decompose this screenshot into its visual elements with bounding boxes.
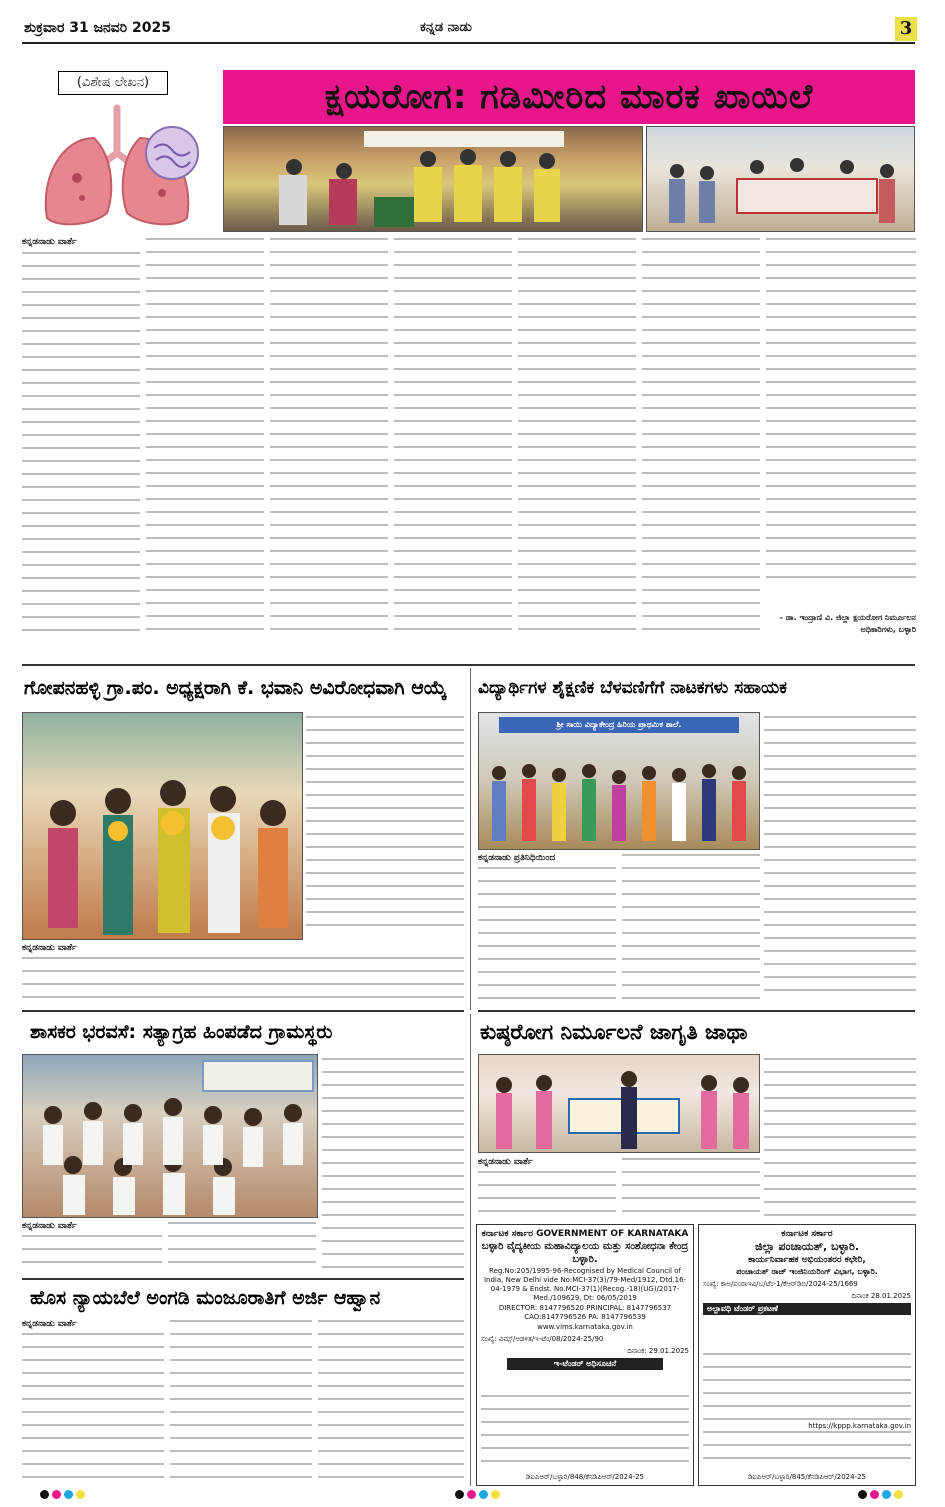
text-lines xyxy=(22,252,140,652)
notice-number: ಸಂಖ್ಯೆ: ಕಾಅ/ಪಂರಾಇವಿ/ಬ/ಟೆಂ-1/ಕೆಆರ್‌ಡಿಬಿ/2024-25/1669 xyxy=(703,1280,858,1288)
satyagraha-body-1 xyxy=(22,1220,162,1274)
feature-col-1 xyxy=(22,236,140,654)
text-lines xyxy=(22,957,464,1003)
lungs-illustration xyxy=(22,98,219,233)
story-headline: ವಿದ್ಯಾರ್ಥಿಗಳ ಶೈಕ್ಷಣಿಕ ಬೆಳವಣಿಗೆಗೆ ನಾಟಕಗಳು ಸಹಾಯಕ xyxy=(478,678,787,698)
section-label: (ವಿಶೇಷ ಲೇಖನ) xyxy=(58,71,168,95)
feature-col-5 xyxy=(518,236,636,654)
text-lines xyxy=(322,1240,464,1274)
story-headline: ಹೊಸ ನ್ಯಾಯಬೆಲೆ ಅಂಗಡಿ ಮಂಜೂರಾತಿಗೆ ಅರ್ಜಿ ಆಹ್ವಾನ xyxy=(30,1287,381,1309)
rally-scene xyxy=(647,127,915,232)
notice-title: ಬಳ್ಳಾರಿ ವೈದ್ಯಕೀಯ ಮಹಾವಿದ್ಯಾಲಯ ಮತ್ತು ಸಂಶೋಧನಾ ಕೇಂದ್ರ ಬಳ್ಳಾರಿ. xyxy=(481,1241,689,1265)
notice-contact: DIRECTOR: 8147796520 PRINCIPAL: 8147796537 CAO:8147796526 PA: 8147796539 xyxy=(498,1304,672,1321)
satyagraha-col-right xyxy=(322,1054,464,1236)
text-lines xyxy=(478,1171,616,1219)
text-lines xyxy=(146,238,264,652)
feature-col-7 xyxy=(766,236,916,654)
feature-col-6 xyxy=(642,236,760,654)
gopanahalli-col-right xyxy=(306,712,464,940)
text-lines xyxy=(22,1235,162,1273)
story-headline: ಗೋಪನಹಳ್ಳಿ ಗ್ರಾ.ಪಂ. ಅಧ್ಯಕ್ಷರಾಗಿ ಕೆ. ಭವಾನಿ ಅವಿರೋಧವಾಗಿ ಆಯ್ಕೆ xyxy=(24,677,447,699)
tender-notice-panchayat xyxy=(698,1224,916,1486)
ration-body-3 xyxy=(318,1318,464,1484)
section-divider xyxy=(22,1010,464,1012)
leprosy-body-2 xyxy=(622,1156,760,1220)
notice-gov: ಕರ್ನಾಟಕ ಸರ್ಕಾರ xyxy=(781,1229,833,1239)
text-lines xyxy=(764,716,916,1004)
notice-dept: ಕಾರ್ಯನಿರ್ವಾಹಕ ಅಭಿಯಂತರರ ಕಛೇರಿ, xyxy=(748,1255,866,1265)
ration-body-2 xyxy=(170,1318,312,1484)
registration-dot xyxy=(40,1490,49,1499)
text-lines xyxy=(703,1353,911,1463)
notice-footer: ಡಿಐಪಿಆರ್/ಬಳ್ಳಾರಿ/848/ಕೆನಡಿಪಿಆರ್/2024-25 xyxy=(525,1473,645,1481)
garland-scene xyxy=(23,713,303,940)
ration-byline: ಕನ್ನಡನಾಡು ವಾರ್ತೆ xyxy=(22,1319,77,1329)
text-lines xyxy=(394,238,512,652)
section-divider xyxy=(22,1278,464,1280)
notice-date: ದಿನಾಂಕ 28.01.2025 xyxy=(851,1292,911,1300)
text-lines xyxy=(306,716,464,938)
notice-web: https://kppp.karnataka.gov.in xyxy=(808,1422,911,1430)
section-divider xyxy=(22,664,915,666)
column-divider xyxy=(470,668,471,1010)
text-lines xyxy=(518,238,636,652)
feature-col-3 xyxy=(270,236,388,654)
text-lines xyxy=(478,867,616,1005)
notice-section: ಅಲ್ಪಾವಧಿ ಟೆಂಡರ್ ಪ್ರಕಟಣೆ xyxy=(703,1303,911,1315)
date-line: ಶುಕ್ರವಾರ 31 ಜನವರಿ 2025 xyxy=(24,20,171,36)
notice-reg: Reg.No:205/1995-96-Recognised by Medical Council of India, New Delhi vide No:MCI-37(3)/79-Med/1912, Dtd.16-04-1979 & Endst. No.MCI-37(1)(Recog.-18)(UG)/2017-Med./109629, Dt: 06/05/2019 xyxy=(483,1267,687,1302)
text-lines xyxy=(764,1058,916,1218)
notice-web: www.vims.karnataka.gov.in xyxy=(537,1323,633,1331)
awareness-scene xyxy=(479,1055,760,1153)
page-number: 3 xyxy=(895,17,917,41)
drama-body-2 xyxy=(622,852,760,1006)
ration-body-1 xyxy=(22,1318,164,1484)
registration-dot xyxy=(479,1490,488,1499)
leprosy-body-1 xyxy=(478,1156,616,1220)
column-divider xyxy=(470,1014,471,1486)
notice-footer: ಡಿಐಪಿಆರ್/ಬಳ್ಳಾರಿ/845/ಕೆನಡಿಪಿಆರ್/2024-25 xyxy=(747,1473,867,1481)
drama-body-1 xyxy=(478,852,616,1006)
text-lines xyxy=(270,238,388,652)
satyagraha-body-3 xyxy=(322,1238,464,1274)
notice-date: ದಿನಾಂಕ: 29.01.2025 xyxy=(627,1347,689,1355)
text-lines xyxy=(622,854,760,1004)
text-lines xyxy=(22,1333,164,1483)
registration-dot xyxy=(491,1490,500,1499)
registration-dot xyxy=(467,1490,476,1499)
text-lines xyxy=(318,1320,464,1482)
drama-byline: ಕನ್ನಡನಾಡು ಪ್ರತಿನಿಧಿಯಿಂದ xyxy=(478,853,556,863)
satyagraha-byline: ಕನ್ನಡನಾಡು ವಾರ್ತೆ xyxy=(22,1221,77,1231)
print-registration-marks xyxy=(0,1490,945,1502)
text-lines xyxy=(170,1320,312,1482)
notice-division: ಪಂಚಾಯತ್ ರಾಜ್ ಇಂಜಿನಿಯರಿಂಗ್ ವಿಭಾಗ, ಬಳ್ಳಾರಿ. xyxy=(736,1267,878,1276)
notice-gov: ಕರ್ನಾಟಕ ಸರ್ಕಾರ GOVERNMENT OF KARNATAKA xyxy=(481,1229,689,1239)
feature-headline: ಕ್ಷಯರೋಗ: ಗಡಿಮೀರಿದ ಮಾರಕ ಖಾಯಿಲೆ xyxy=(223,70,915,124)
gopanahalli-photo xyxy=(22,712,303,940)
notice-section: ಇ-ಟೆಂಡರ್ ಅಧಿಸೂಚನೆ xyxy=(507,1358,663,1370)
header-rule xyxy=(22,42,915,44)
text-lines xyxy=(481,1395,689,1467)
registration-dot xyxy=(76,1490,85,1499)
text-lines xyxy=(168,1222,316,1272)
leprosy-byline: ಕನ್ನಡನಾಡು ವಾರ್ತೆ xyxy=(478,1157,533,1167)
drama-col-right xyxy=(764,712,916,1006)
notice-number: ಸಂಖ್ಯೆ: ವಿಮ್ಸ್/ಆಡಳಿತ/ಇ-ಟೆಂ/08/2024-25/90 xyxy=(481,1335,604,1343)
feature-photo-2 xyxy=(646,126,915,232)
leprosy-photo xyxy=(478,1054,760,1153)
gopanahalli-byline: ಕನ್ನಡನಾಡು ವಾರ್ತೆ xyxy=(22,943,77,953)
masthead-text: ಕನ್ನಡ ನಾಡು xyxy=(420,20,472,35)
masthead xyxy=(420,20,472,35)
feature-byline: ಕನ್ನಡನಾಡು ವಾರ್ತೆ xyxy=(22,237,77,247)
text-lines xyxy=(322,1058,464,1234)
feature-author: - ಡಾ. ಇಂದ್ರಾಣಿ ವಿ. ಜಿಲ್ಲಾ ಕ್ಷಯರೋಗ ನಿರ್ಮೂಲನ ಅಧಿಕಾರಿಗಳು, ಬಳ್ಳಾರಿ xyxy=(779,613,916,634)
tender-notice-medical xyxy=(476,1224,694,1486)
text-lines xyxy=(642,238,760,652)
registration-dot xyxy=(870,1490,879,1499)
registration-dot xyxy=(858,1490,867,1499)
satyagraha-photo xyxy=(22,1054,318,1218)
drama-photo xyxy=(478,712,760,850)
feature-col-4 xyxy=(394,236,512,654)
registration-dot xyxy=(64,1490,73,1499)
registration-dot xyxy=(52,1490,61,1499)
registration-dot xyxy=(894,1490,903,1499)
school-banner: ಶ್ರೀ ಸಾಯಿ ವಿದ್ಯಾಕೇಂದ್ರ ಹಿರಿಯ ಪ್ರಾಥಮಿಕ ಶಾಲೆ. xyxy=(499,717,739,733)
satyagraha-body-2 xyxy=(168,1220,316,1274)
notice-ref-row xyxy=(477,1333,693,1346)
feature-photo-1 xyxy=(223,126,643,232)
event-scene xyxy=(224,127,643,232)
text-lines xyxy=(622,1158,760,1218)
registration-dot xyxy=(882,1490,891,1499)
section-divider xyxy=(478,1010,915,1012)
story-headline: ಶಾಸಕರ ಭರವಸೆ: ಸತ್ಯಾಗ್ರಹ ಹಿಂಪಡೆದ ಗ್ರಾಮಸ್ಥರು xyxy=(30,1021,333,1043)
text-lines xyxy=(766,238,916,606)
story-headline: ಕುಷ್ಠರೋಗ ನಿರ್ಮೂಲನೆ ಜಾಗೃತಿ ಜಾಥಾ xyxy=(480,1020,748,1044)
feature-col-2 xyxy=(146,236,264,654)
students-scene xyxy=(479,733,760,850)
notice-office: ಜಿಲ್ಲಾ ಪಂಚಾಯತ್, ಬಳ್ಳಾರಿ. xyxy=(754,1240,860,1253)
leprosy-col-right xyxy=(764,1054,916,1220)
crowd-scene xyxy=(23,1055,318,1218)
registration-dot xyxy=(455,1490,464,1499)
gopanahalli-body xyxy=(22,942,464,1004)
